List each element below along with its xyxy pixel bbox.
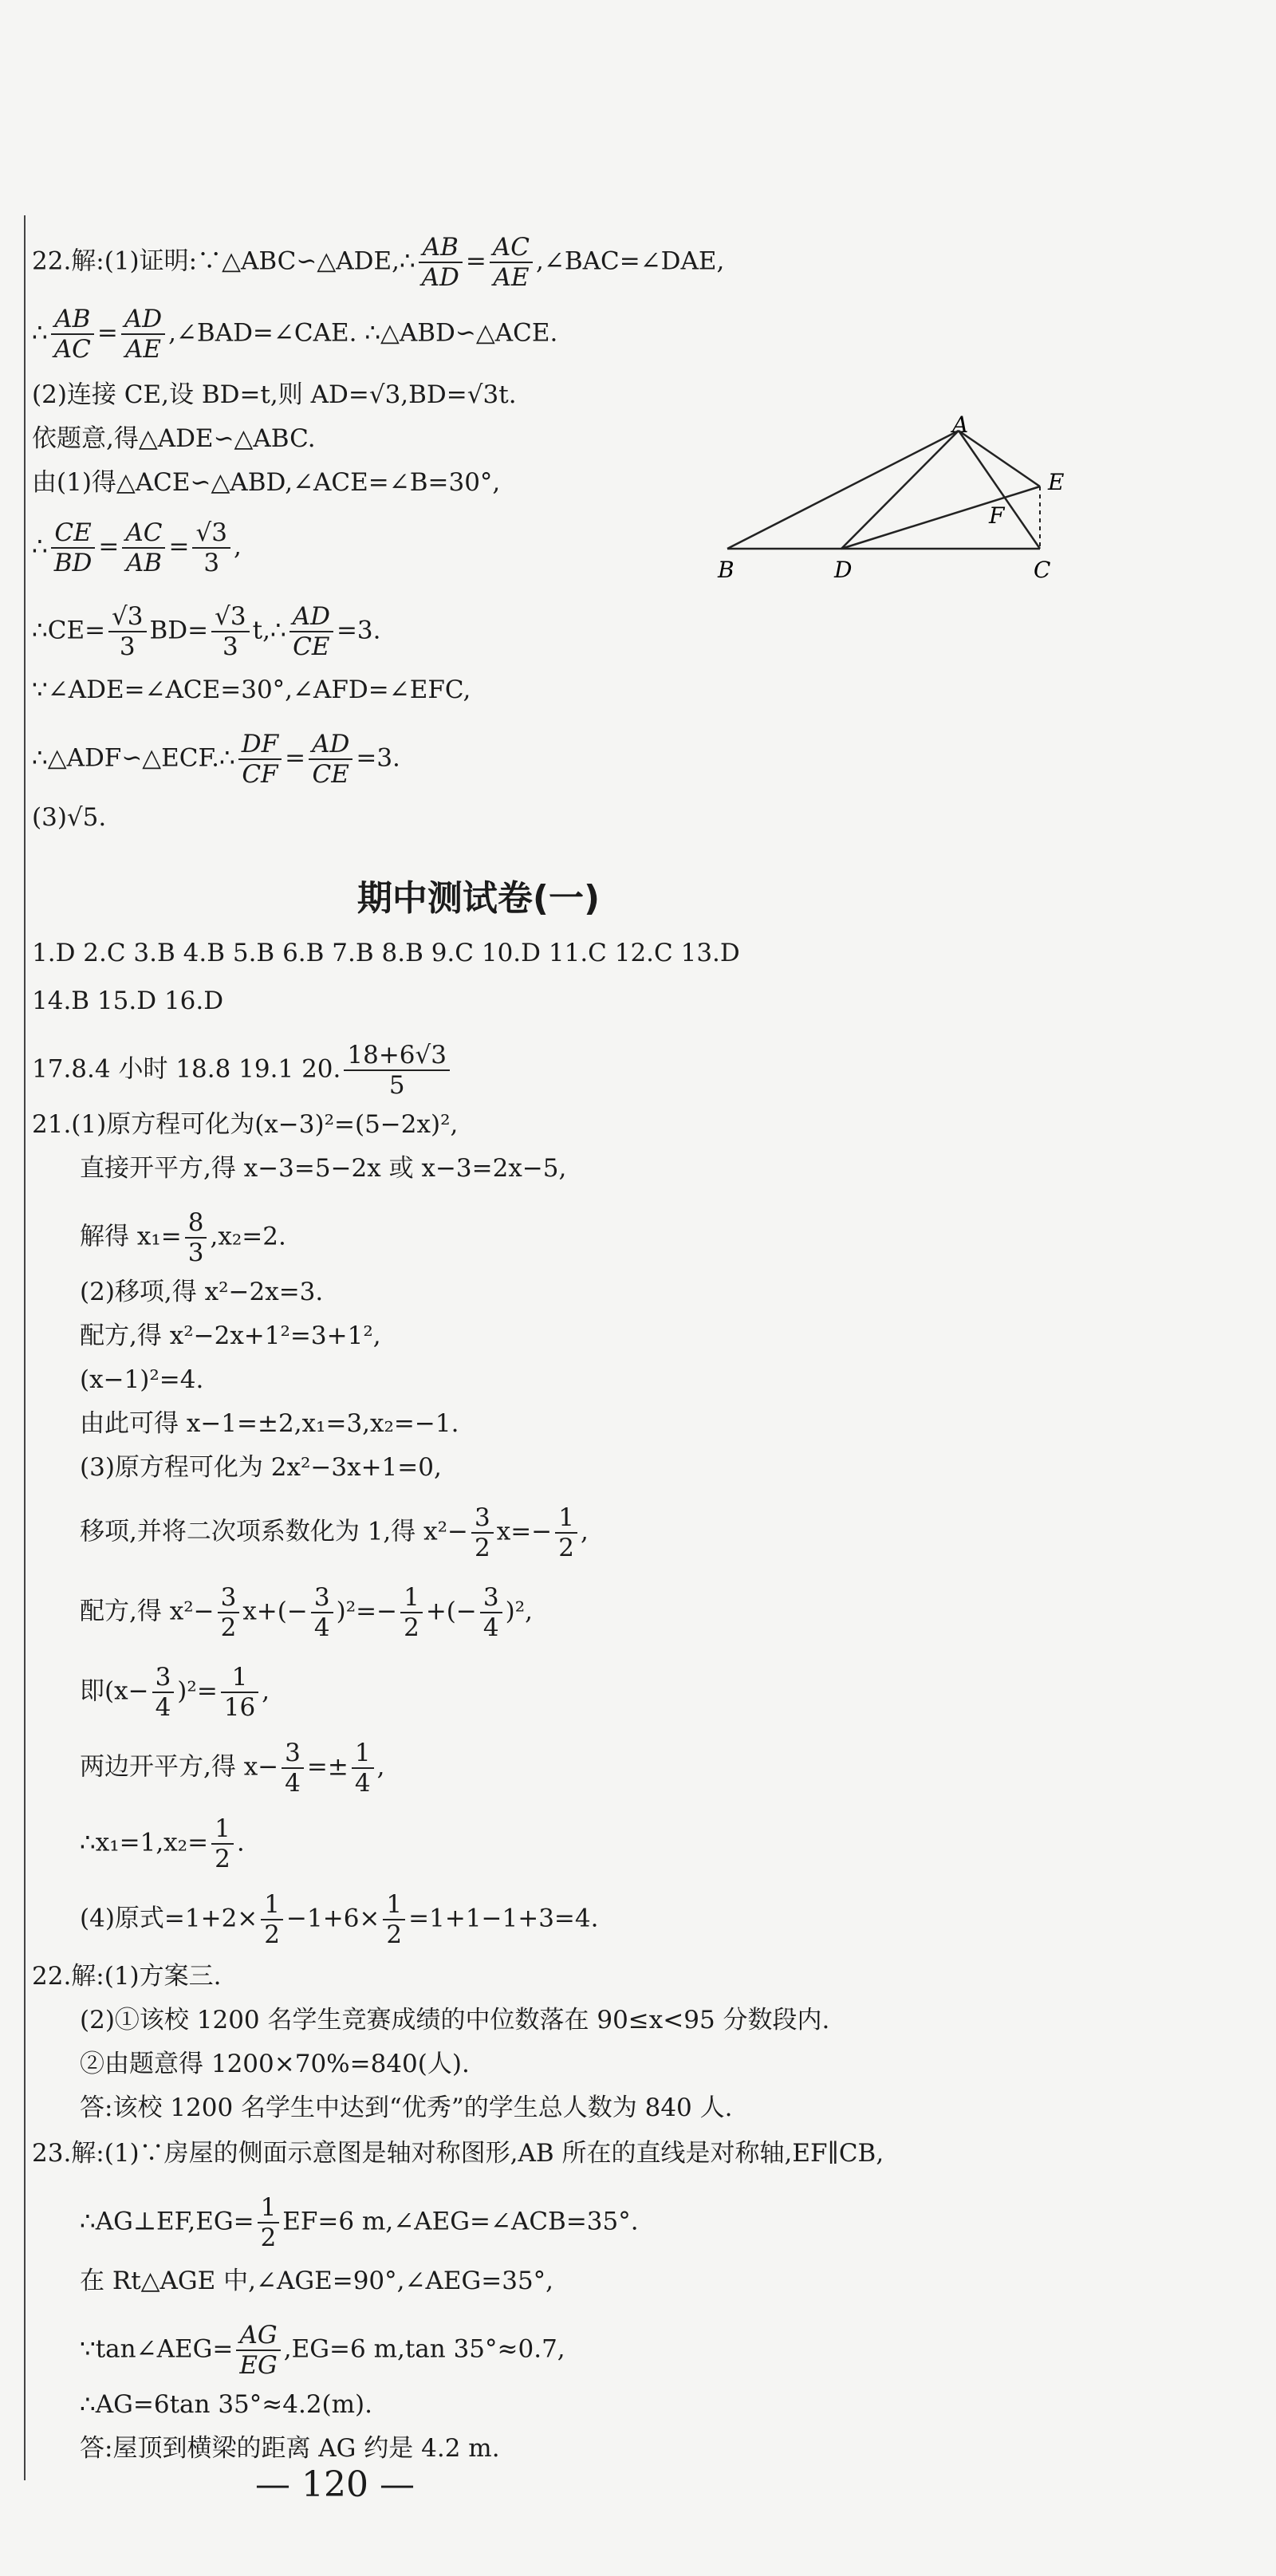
- label-d: D: [834, 557, 853, 583]
- answers-row-1: 1.D 2.C 3.B 4.B 5.B 6.B 7.B 8.B 9.C 10.D 11.C 12.C 13.D: [32, 939, 740, 967]
- page-number: — 120 —: [255, 2464, 415, 2505]
- q23-line-5: ∴AG=6tan 35°≈4.2(m).: [80, 2390, 372, 2419]
- label-c: C: [1034, 557, 1051, 583]
- q21-line-5: 配方,得 x²−2x+1²=3+1²,: [80, 1321, 381, 1350]
- triangle-figure: [718, 412, 1101, 598]
- q22-line-8: ∵∠ADE=∠ACE=30°,∠AFD=∠EFC,: [32, 676, 471, 704]
- answers-row-3: 17.8.4 小时 18.8 19.1 20. $\frac{18+6√3}{5}$: [32, 1041, 453, 1100]
- q22b-line-4: 答:该校 1200 名学生中达到“优秀”的学生总人数为 840 人.: [80, 2093, 733, 2122]
- q21-line-3: 解得 x₁= $\frac{8}{3}$ ,x₂=2.: [80, 1208, 286, 1267]
- q21-line-13: ∴x₁=1,x₂= $\frac{1}{2}$ .: [80, 1814, 245, 1873]
- q21-line-8: (3)原方程可化为 2x²−3x+1=0,: [80, 1453, 442, 1482]
- q21-line-9: 移项,并将二次项系数化为 1,得 x²− $\frac{3}{2}$ x=− $\frac{1}{2}$ ,: [80, 1503, 589, 1562]
- q23-line-3: 在 Rt△AGE 中,∠AGE=90°,∠AEG=35°,: [80, 2267, 554, 2295]
- q23-line-1: 23.解:(1)∵房屋的侧面示意图是轴对称图形,AB 所在的直线是对称轴,EF∥CB,: [32, 2139, 884, 2168]
- q21-line-4: (2)移项,得 x²−2x=3.: [80, 1278, 324, 1306]
- q23-line-2: ∴AG⊥EF,EG= $\frac{1}{2}$ EF=6 m,∠AEG=∠ACB=35°.: [80, 2193, 639, 2252]
- answers-row-2: 14.B 15.D 16.D: [32, 987, 224, 1015]
- q23-line-4: ∵tan∠AEG= $\frac{AG}{EG}$ ,EG=6 m,tan 35°≈0.7,: [80, 2321, 565, 2380]
- label-b: B: [718, 557, 734, 583]
- q22-line-3: (2)连接 CE,设 BD=t,则 AD=√3,BD=√3t.: [32, 380, 517, 409]
- q22-line-7: ∴CE= $\frac{√3}{3}$ BD= $\frac{√3}{3}$ t,∴ $\frac{AD}{CE}$ =3.: [32, 602, 381, 661]
- q21-line-1: 21.(1)原方程可化为(x−3)²=(5−2x)²,: [32, 1110, 459, 1139]
- label-e: E: [1048, 469, 1065, 495]
- q22b-line-2: (2)①该校 1200 名学生竞赛成绩的中位数落在 90≤x<95 分数段内.: [80, 2006, 830, 2034]
- q21-line-6: (x−1)²=4.: [80, 1365, 204, 1394]
- section-title: 期中测试卷(一): [356, 878, 601, 919]
- q23-line-6: 答:屋顶到横梁的距离 AG 约是 4.2 m.: [80, 2434, 500, 2463]
- q21-line-14: (4)原式=1+2× $\frac{1}{2}$ −1+6× $\frac{1}{2}$ =1+1−1+3=4.: [80, 1890, 599, 1949]
- label-f: F: [989, 502, 1005, 529]
- q22-line-10: (3)√5.: [32, 803, 107, 832]
- label-a: A: [952, 412, 969, 438]
- q22b-line-1: 22.解:(1)方案三.: [32, 1962, 222, 1991]
- segment-ae: [959, 431, 1040, 486]
- q21-line-12: 两边开平方,得 x− $\frac{3}{4}$ =± $\frac{1}{4}$ ,: [80, 1739, 385, 1798]
- q22-line-6: ∴ $\frac{CE}{BD}$ = $\frac{AC}{AB}$ = $\frac{√3}{3}$ ,: [32, 518, 242, 577]
- q22b-line-3: ②由题意得 1200×70%=840(人).: [80, 2050, 470, 2078]
- q22-line-1: 22.解:(1)证明:∵△ABC∽△ADE,∴ $\frac{AB}{AD}$ = $\frac{AC}{AE}$ ,∠BAC=∠DAE,: [32, 233, 725, 292]
- q22-line-9: ∴△ADF∽△ECF.∴ $\frac{DF}{CF}$ = $\frac{AD}{CE}$ =3.: [32, 730, 400, 789]
- q21-line-2: 直接开平方,得 x−3=5−2x 或 x−3=2x−5,: [80, 1154, 567, 1183]
- q21-line-10: 配方,得 x²− $\frac{3}{2}$ x+(− $\frac{3}{4}$ )²=− $\frac{1}{2}$ +(− $\frac{3}{4}$ )²,: [80, 1583, 533, 1642]
- q22-line-5: 由(1)得△ACE∽△ABD,∠ACE=∠B=30°,: [32, 468, 501, 497]
- q22-line-2: ∴ $\frac{AB}{AC}$ = $\frac{AD}{AE}$ ,∠BAD=∠CAE. ∴△ABD∽△ACE.: [32, 305, 558, 364]
- segment-ba: [727, 431, 959, 549]
- q21-line-7: 由此可得 x−1=±2,x₁=3,x₂=−1.: [80, 1409, 459, 1438]
- q21-line-11: 即(x− $\frac{3}{4}$ )²= $\frac{1}{16}$ ,: [80, 1663, 270, 1722]
- left-margin-rule: [24, 215, 26, 2480]
- q22-line-4: 依题意,得△ADE∽△ABC.: [32, 424, 316, 453]
